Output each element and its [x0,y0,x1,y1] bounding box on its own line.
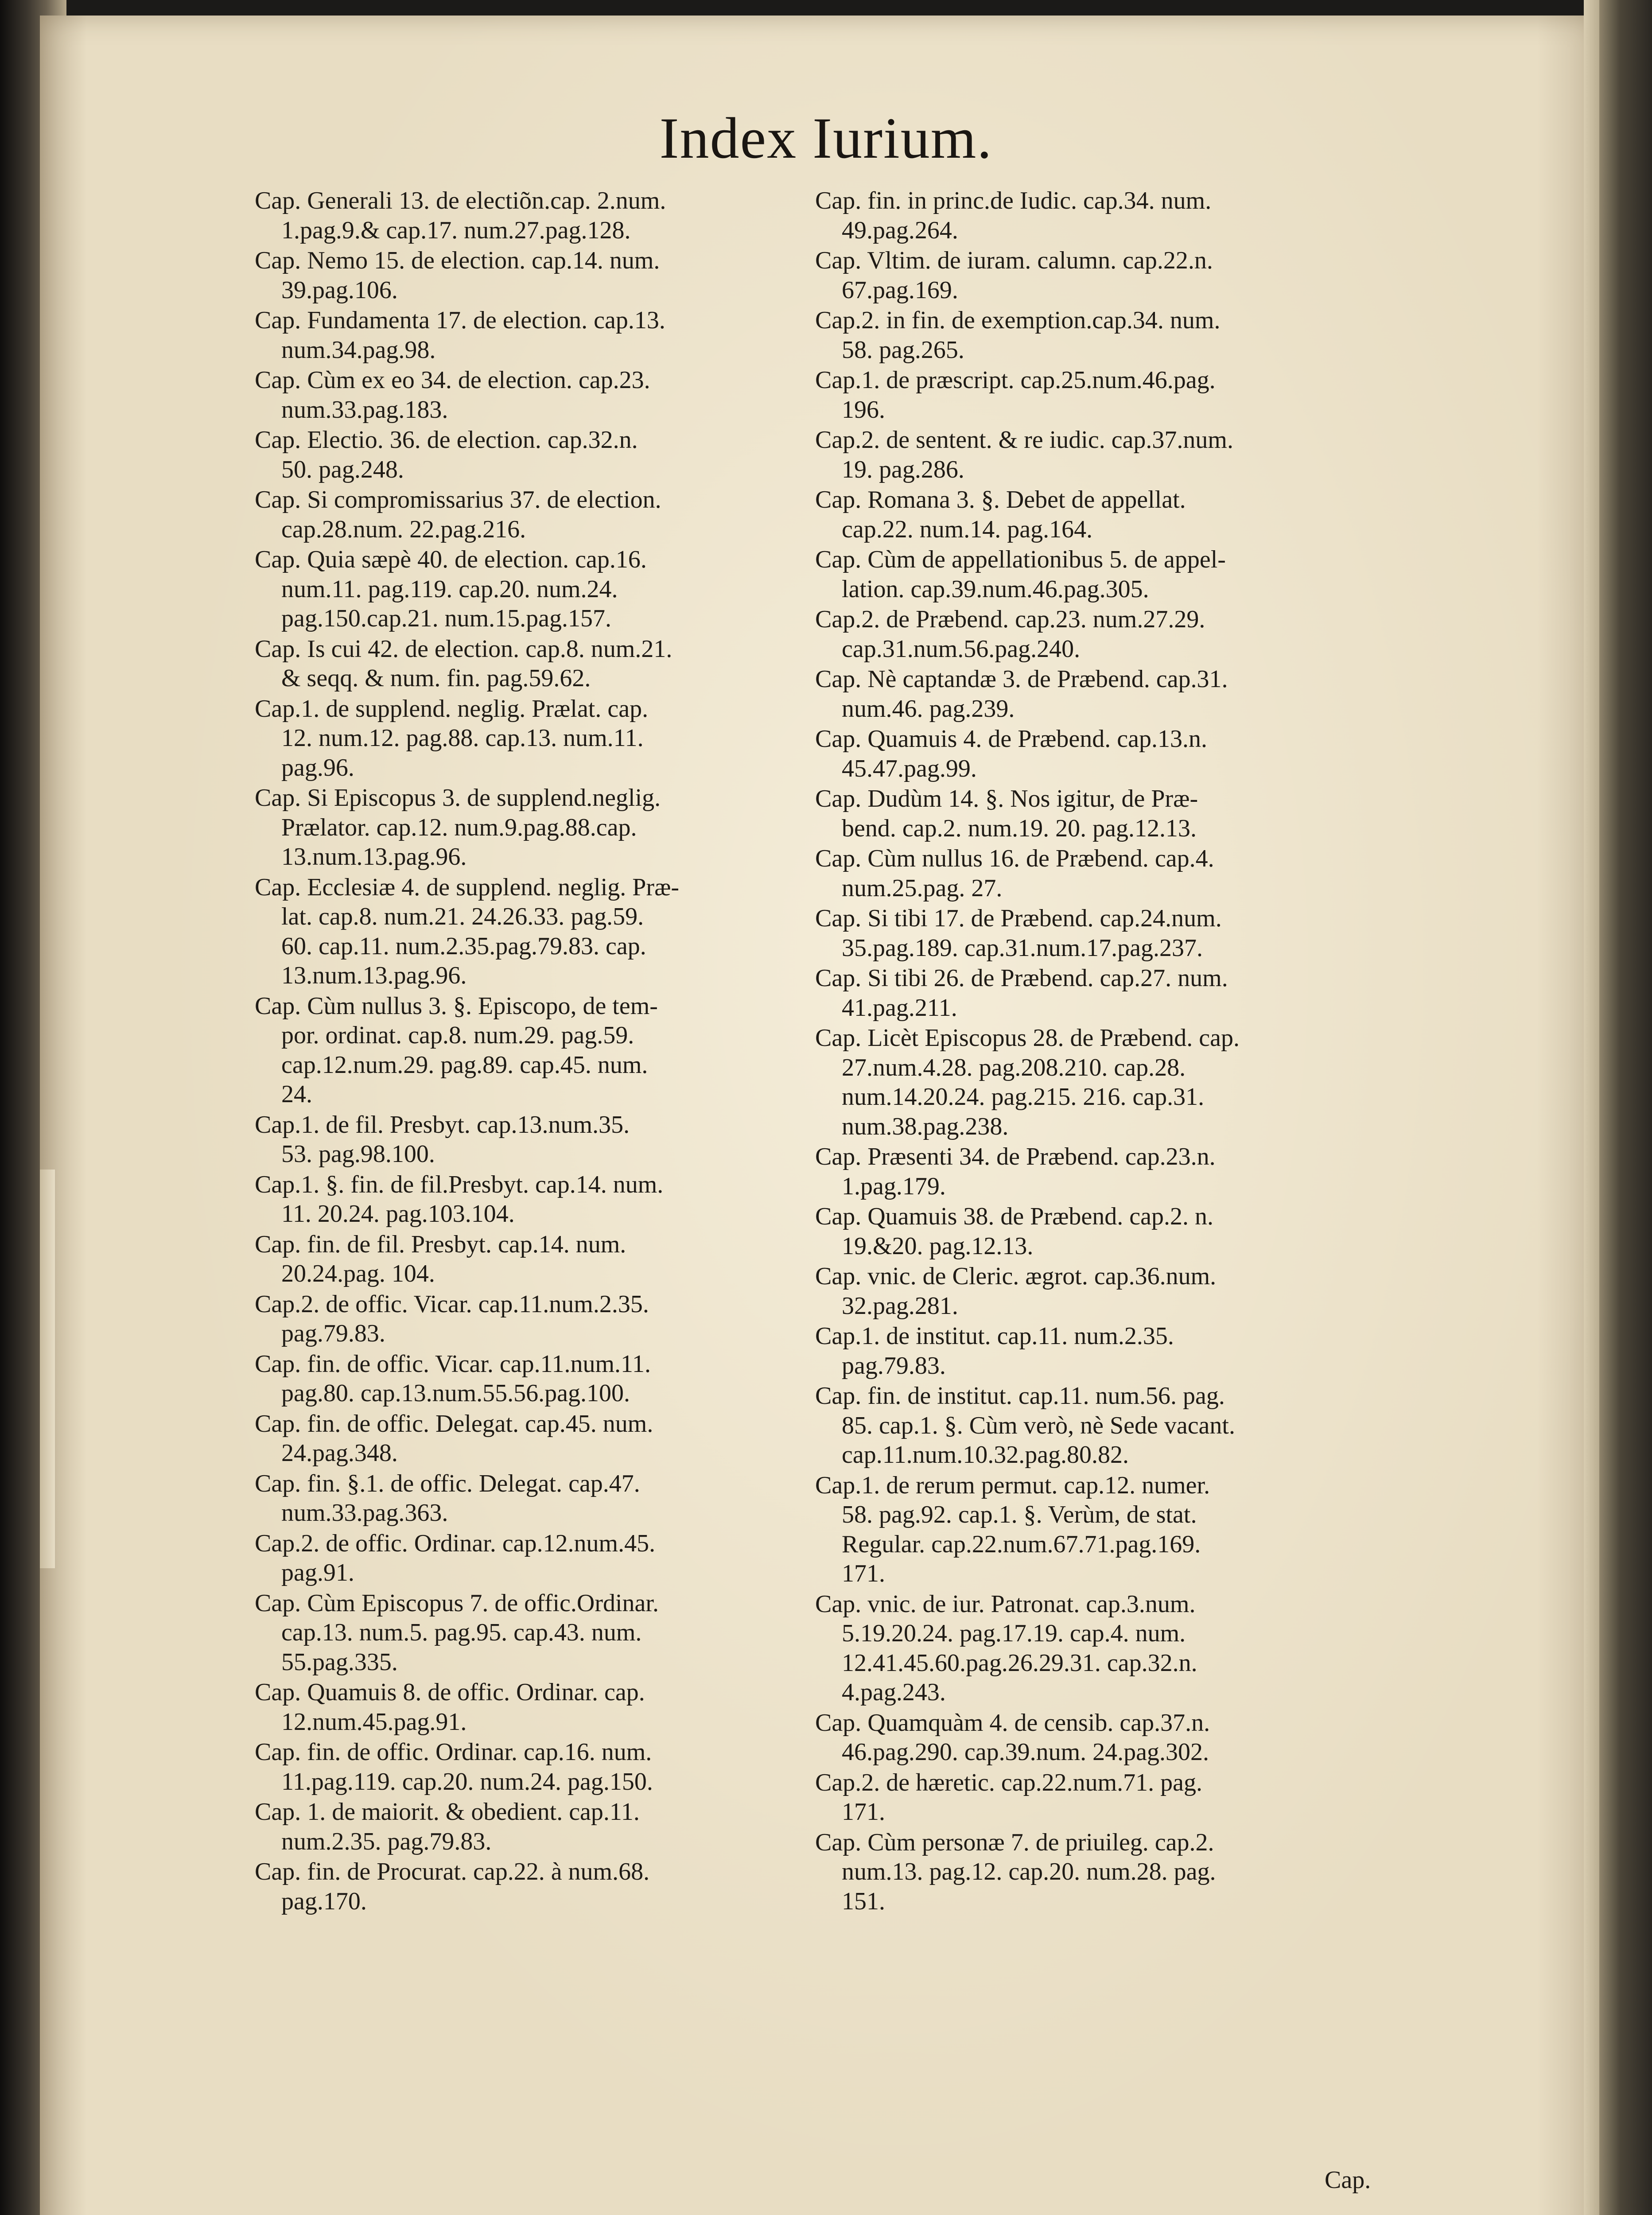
index-entry-line: Cap. Licèt Episcopus 28. de Præbend. cap. [815,1024,1240,1052]
index-entry-line: Cap. Quamuis 8. de offic. Ordinar. cap. [255,1679,645,1706]
index-entry-line: cap.13. num.5. pag.95. cap.43. num. [281,1619,642,1646]
index-entry [815,904,1389,963]
index-entry [815,1321,1389,1380]
index-entry-line: pag.79.83. [842,1352,946,1380]
index-entry-line: cap.12.num.29. pag.89. cap.45. num. [281,1051,648,1079]
index-entry-line: Cap. fin. de offic. Vicar. cap.11.num.11. [255,1350,651,1378]
index-entry [255,783,786,872]
index-entry-line: Cap. Si Episcopus 3. de supplend.neglig. [255,784,661,812]
index-entry-line: num.11. pag.119. cap.20. num.24. [281,575,618,603]
index-entry-line: 19. pag.286. [842,455,964,483]
index-entry-line: Cap. Generali 13. de electiõn.cap. 2.num. [255,187,666,214]
index-entry-line: 13.num.13.pag.96. [281,962,467,989]
index-entry-line: Cap. Dudùm 14. §. Nos igitur, de Præ- [815,785,1198,812]
index-entry [255,306,786,365]
index-entry [255,1290,786,1348]
paper-repair-strip [40,1170,55,1568]
index-entry-line: num.14.20.24. pag.215. 216. cap.31. [842,1083,1205,1111]
index-entry [255,1529,786,1588]
index-entry-line: Cap. fin. de offic. Ordinar. cap.16. num. [255,1738,652,1766]
index-entry-line: cap.11.num.10.32.pag.80.82. [842,1441,1129,1469]
index-entry [815,1381,1389,1470]
index-entry-line: 196. [842,396,885,424]
catchword: Cap. [1325,2166,1371,2194]
index-entry-line: Cap.2. de Præbend. cap.23. num.27.29. [815,606,1205,633]
index-entry-line: Cap. fin. de fil. Presbyt. cap.14. num. [255,1230,626,1258]
index-entry [255,991,786,1109]
index-entry-line: Cap.2. de sentent. & re iudic. cap.37.num. [815,426,1233,454]
index-entry-line: 85. cap.1. §. Cùm verò, nè Sede vacant. [842,1411,1235,1439]
index-entry-line: 5.19.20.24. pag.17.19. cap.4. num. [842,1620,1186,1647]
index-entry-line: por. ordinat. cap.8. num.29. pag.59. [281,1022,634,1049]
index-entry-line: Cap.2. de hæretic. cap.22.num.71. pag. [815,1768,1203,1796]
index-entry-line: Cap. Electio. 36. de election. cap.32.n. [255,426,638,454]
index-entry-line: lat. cap.8. num.21. 24.26.33. pag.59. [281,903,644,930]
index-entry-line: Cap. fin. in princ.de Iudic. cap.34. num. [815,187,1212,214]
book-edge-shadow [1599,0,1652,2215]
index-entry [815,664,1389,723]
index-entry-line: Prælator. cap.12. num.9.pag.88.cap. [281,813,637,841]
index-entry-line: lation. cap.39.num.46.pag.305. [842,575,1149,603]
index-entry-line: 60. cap.11. num.2.35.pag.79.83. cap. [281,932,646,960]
index-entry-line: Cap. Nemo 15. de election. cap.14. num. [255,247,660,274]
index-entry [255,485,786,544]
index-entry-line: & seqq. & num. fin. pag.59.62. [281,664,591,692]
page-title: Index Iurium. [659,105,993,171]
index-entry-line: Cap. Si tibi 26. de Præbend. cap.27. num. [815,964,1228,992]
index-entry-line: num.25.pag. 27. [842,874,1003,902]
index-entry-line: pag.170. [281,1887,367,1915]
index-entry [815,1768,1389,1827]
index-entry-line: Cap. Cùm de appellationibus 5. de appel- [815,546,1226,573]
index-entry-line: 11. 20.24. pag.103.104. [281,1200,515,1228]
index-entry [255,873,786,991]
index-entry-line: Cap.2. de offic. Vicar. cap.11.num.2.35. [255,1290,649,1318]
index-entry [815,365,1389,424]
index-entry-line: Cap.1. de institut. cap.11. num.2.35. [815,1322,1174,1350]
index-entry-line: 151. [842,1887,885,1915]
index-entry [255,1409,786,1468]
index-entry-line: Cap. Romana 3. §. Debet de appellat. [815,486,1186,513]
index-entry-line: Cap. fin. de Procurat. cap.22. à num.68. [255,1858,650,1885]
index-entry-line: 12.41.45.60.pag.26.29.31. cap.32.n. [842,1649,1197,1677]
index-entry-line: 1.pag.9.& cap.17. num.27.pag.128. [281,216,631,244]
index-entry [815,425,1389,484]
index-entry-line: pag.91. [281,1559,354,1586]
index-entry-line: Cap. Quamuis 4. de Præbend. cap.13.n. [815,725,1207,753]
index-entry-line: bend. cap.2. num.19. 20. pag.12.13. [842,814,1197,842]
index-entry-line: Cap. Si tibi 17. de Præbend. cap.24.num. [815,905,1222,932]
index-entry-line: num.33.pag.363. [281,1499,448,1527]
index-entry-line: 45.47.pag.99. [842,754,977,782]
index-entry [815,246,1389,305]
index-entry [255,1857,786,1916]
index-entry-line: 49.pag.264. [842,216,958,244]
index-entry-line: Cap. fin. de offic. Delegat. cap.45. num. [255,1410,653,1438]
index-entry-line: 13.num.13.pag.96. [281,843,467,870]
index-entry-line: 1.pag.179. [842,1172,946,1200]
index-entry-line: Cap. Cùm nullus 3. §. Episcopo, de tem- [255,992,658,1020]
index-entry [255,545,786,633]
index-entry-line: pag.96. [281,754,354,781]
index-entry-line: 171. [842,1560,885,1587]
index-entry-line: cap.31.num.56.pag.240. [842,635,1081,663]
index-entry-line: 50. pag.248. [281,455,404,483]
index-entry [255,634,786,693]
index-entry-line: num.34.pag.98. [281,336,436,364]
index-entry-line: num.33.pag.183. [281,396,448,424]
index-entry-line: Cap. Quia sæpè 40. de election. cap.16. [255,546,647,573]
index-entry-line: 20.24.pag. 104. [281,1260,435,1287]
index-entry-line: Cap. Cùm personæ 7. de priuileg. cap.2. [815,1828,1214,1856]
index-entry-line: Cap.1. de rerum permut. cap.12. numer. [815,1471,1210,1499]
index-entry [815,545,1389,604]
index-entry-line: 12.num.45.pag.91. [281,1708,467,1736]
index-entry [815,844,1389,903]
index-entry-line: Cap. Cùm Episcopus 7. de offic.Ordinar. [255,1589,659,1617]
index-entry-line: pag.80. cap.13.num.55.56.pag.100. [281,1380,630,1407]
index-entry-line: Cap. vnic. de Cleric. ægrot. cap.36.num. [815,1263,1217,1290]
index-entry-line: 67.pag.169. [842,276,958,304]
index-entry [255,186,786,245]
index-entry-line: num.46. pag.239. [842,695,1015,723]
index-entry-line: 11.pag.119. cap.20. num.24. pag.150. [281,1768,653,1795]
index-entry-line: Cap. Cùm ex eo 34. de election. cap.23. [255,366,650,394]
index-entry [815,724,1389,783]
index-entry [815,1142,1389,1201]
index-entry [815,1023,1389,1141]
index-entry-line: Cap.1. de præscript. cap.25.num.46.pag. [815,366,1216,394]
index-entry [815,306,1389,365]
index-entry [255,1678,786,1737]
index-entry-line: Cap. fin. §.1. de offic. Delegat. cap.47. [255,1469,640,1497]
index-entry-line: 32.pag.281. [842,1292,958,1320]
index-entry-line: 24.pag.348. [281,1439,398,1467]
index-entry [255,365,786,424]
index-entry [255,1230,786,1289]
index-entry [815,605,1389,664]
index-entry-line: num.13. pag.12. cap.20. num.28. pag. [842,1858,1216,1885]
index-entry-line: 24. [281,1080,312,1108]
index-entry [815,1828,1389,1916]
index-entry [815,186,1389,245]
index-entry [255,425,786,484]
index-entry-line: 53. pag.98.100. [281,1140,435,1168]
index-entry-line: cap.28.num. 22.pag.216. [281,515,526,543]
index-entry [815,1471,1389,1589]
index-entry-line: 58. pag.92. cap.1. §. Verùm, de stat. [842,1501,1197,1528]
index-entry-line: Cap.2. de offic. Ordinar. cap.12.num.45. [255,1529,656,1557]
index-entry-line: Cap. Quamuis 38. de Præbend. cap.2. n. [815,1203,1213,1230]
index-entry-line: 27.num.4.28. pag.208.210. cap.28. [842,1053,1186,1081]
page-fore-edge [1584,0,1599,2215]
index-entry-line: 171. [842,1798,885,1826]
index-entry-line: Cap. Fundamenta 17. de election. cap.13. [255,307,665,334]
index-entry [815,1589,1389,1707]
index-entry [815,1708,1389,1767]
index-column-right [815,186,1389,1917]
index-entry-line: Cap. vnic. de iur. Patronat. cap.3.num. [815,1590,1196,1618]
index-entry-line: 58. pag.265. [842,336,964,364]
index-entry-line: Cap. fin. de institut. cap.11. num.56. pag. [815,1382,1225,1410]
index-entry [255,1797,786,1856]
index-entry-line: Cap.2. in fin. de exemption.cap.34. num. [815,307,1221,334]
index-entry [815,1202,1389,1261]
index-entry-line: 46.pag.290. cap.39.num. 24.pag.302. [842,1738,1209,1766]
index-entry-line: Cap. Is cui 42. de election. cap.8. num.21. [255,635,672,663]
index-entry-line: Cap. Ecclesiæ 4. de supplend. neglig. Præ- [255,873,680,901]
index-entry [255,246,786,305]
index-entry [815,485,1389,544]
index-entry [255,694,786,783]
index-entry-line: pag.79.83. [281,1320,385,1347]
index-entry [255,1349,786,1408]
index-entry-line: Cap. Nè captandæ 3. de Præbend. cap.31. [815,665,1228,693]
index-entry [255,1469,786,1528]
index-entry-line: Cap.1. de supplend. neglig. Prælat. cap. [255,695,649,723]
index-entry [815,784,1389,843]
index-entry [255,1589,786,1677]
index-entry-line: 35.pag.189. cap.31.num.17.pag.237. [842,934,1203,962]
index-entry [255,1170,786,1229]
index-entry-line: num.2.35. pag.79.83. [281,1827,492,1855]
index-entry-line: Cap. Si compromissarius 37. de election. [255,486,661,513]
index-entry-line: 12. num.12. pag.88. cap.13. num.11. [281,724,644,752]
index-entry-line: Cap. Vltim. de iuram. calumn. cap.22.n. [815,247,1213,274]
index-entry-line: Cap. Præsenti 34. de Præbend. cap.23.n. [815,1143,1216,1170]
index-entry-line: Cap. Cùm nullus 16. de Præbend. cap.4. [815,845,1214,872]
index-entry-line: 41.pag.211. [842,994,957,1022]
index-entry-line: num.38.pag.238. [842,1112,1009,1140]
index-entry-line: Cap. Quamquàm 4. de censib. cap.37.n. [815,1709,1210,1737]
index-entry-line: 39.pag.106. [281,276,398,304]
index-entry-line: Cap.1. de fil. Presbyt. cap.13.num.35. [255,1111,630,1139]
index-entry-line: Regular. cap.22.num.67.71.pag.169. [842,1530,1201,1558]
index-entry-line: 19.&20. pag.12.13. [842,1232,1034,1260]
index-entry-line: 4.pag.243. [842,1679,946,1706]
index-entry [255,1737,786,1796]
index-entry-line: Cap.1. §. fin. de fil.Presbyt. cap.14. num. [255,1170,664,1198]
index-column-left [255,186,786,1917]
index-entry-line: Cap. 1. de maiorit. & obedient. cap.11. [255,1798,640,1826]
index-entry [815,1262,1389,1321]
index-entry-line: cap.22. num.14. pag.164. [842,515,1093,543]
index-entry-line: pag.150.cap.21. num.15.pag.157. [281,605,611,632]
index-entry-line: 55.pag.335. [281,1648,398,1676]
index-entry [255,1110,786,1169]
index-entry [815,964,1389,1022]
